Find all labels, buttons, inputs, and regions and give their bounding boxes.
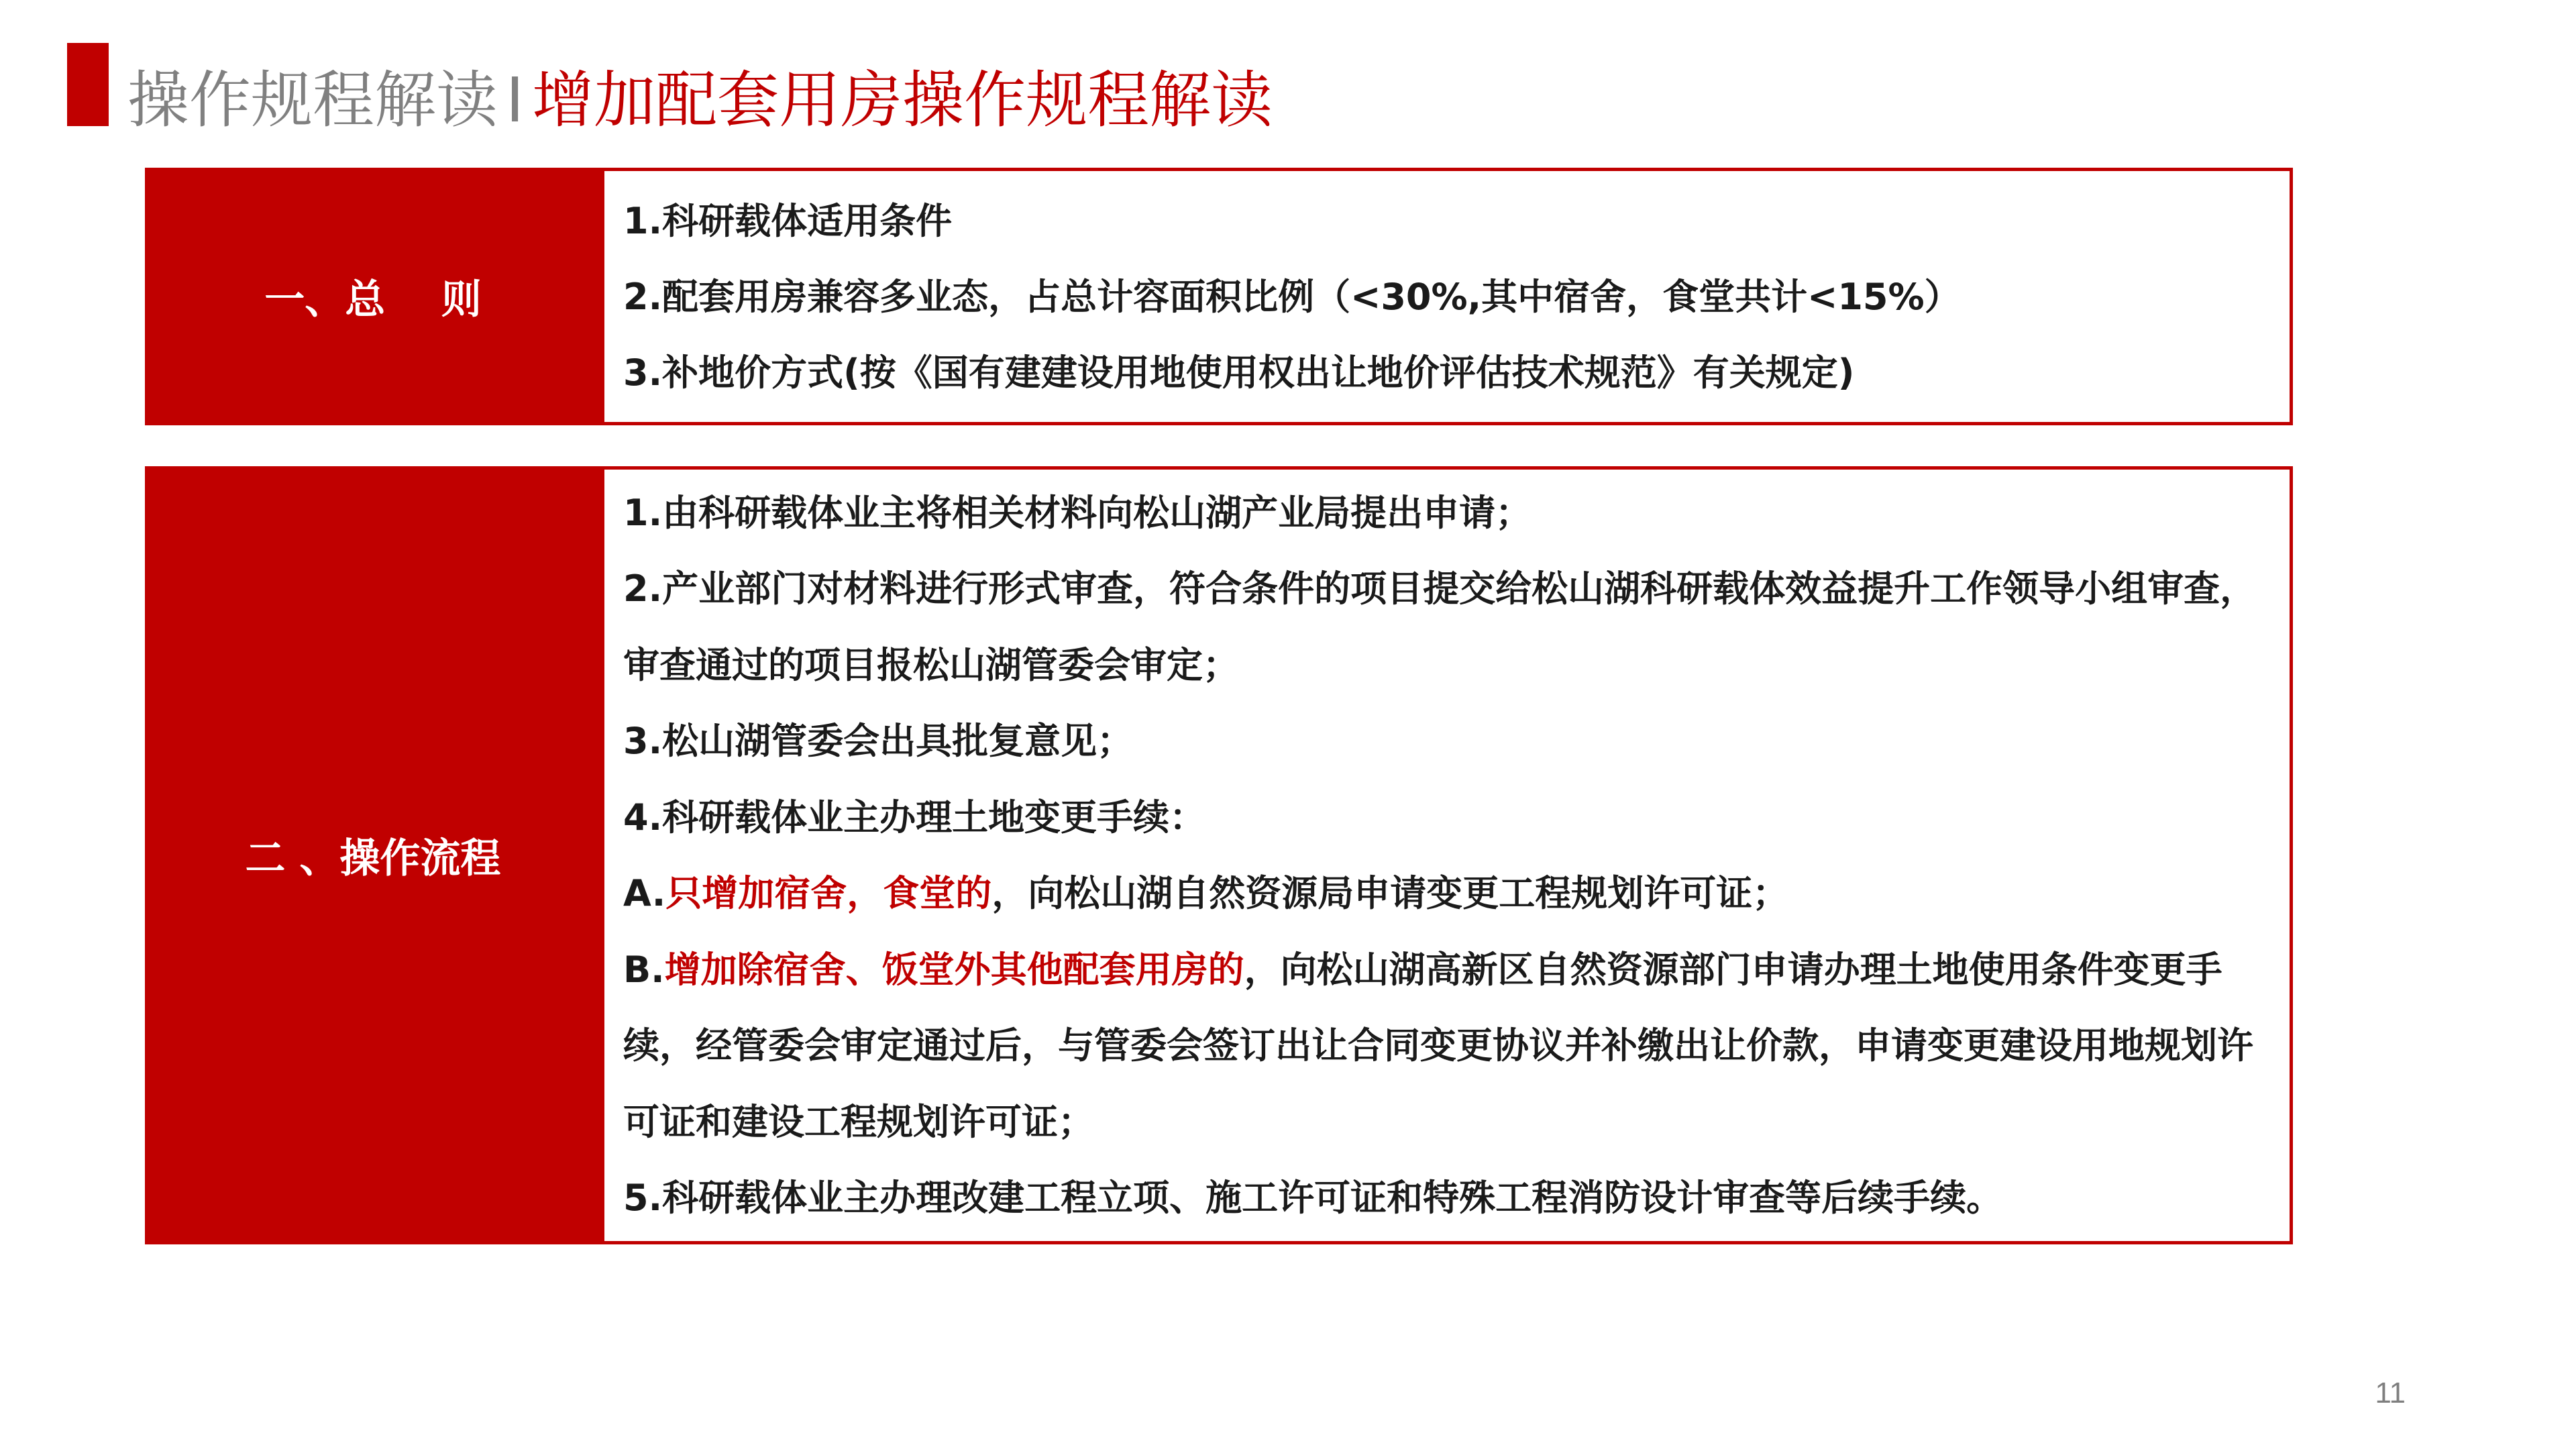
title-separator: I	[506, 64, 525, 136]
section-procedure-body	[601, 466, 2293, 1244]
section-general	[145, 168, 2293, 425]
procedure-step-5: 5.科研载体业主办理改建工程立项、施工许可证和特殊工程消防设计审查等后续手续。	[623, 1177, 2003, 1219]
general-item-3: 3.补地价方式(按《国有建建设用地使用权出让地价评估技术规范》有关规定)	[623, 351, 1855, 394]
procedure-step-4a	[623, 855, 2269, 932]
procedure-step-1: 1.由科研载体业主将相关材料向松山湖产业局提出申请；	[623, 491, 1532, 534]
section-procedure	[145, 466, 2293, 1244]
general-item-1: 1.科研载体适用条件	[623, 199, 953, 242]
section-general-label: 一、总 则	[145, 168, 601, 425]
step-4a-text: ，向松山湖自然资源局申请变更工程规划许可证；	[991, 872, 1789, 914]
procedure-step-4b	[623, 932, 2269, 1161]
procedure-step-2: 2.产业部门对材料进行形式审查，符合条件的项目提交给松山湖科研载体效益提升工作领导小组审查，审查通过的项目报松山湖管委会审定；	[623, 568, 2257, 686]
section-general-body	[601, 168, 2293, 425]
step-4b-prefix: B.	[623, 948, 665, 991]
step-4a-prefix: A.	[623, 872, 666, 914]
step-4a-highlight: 只增加宿舍，食堂的	[665, 872, 992, 914]
section-procedure-label: 二 、操作流程	[145, 466, 601, 1244]
step-4b-highlight: 增加除宿舍、饭堂外其他配套用房的	[664, 948, 1244, 991]
title-accent-bar	[67, 43, 109, 126]
step-4b-text: ，向松山湖高新区自然资源部门申请办理土地使用条件变更手续，经管委会审定通过后，与管委会签订出让合同变更协议并补缴出让价款，申请变更建设用地规划许可证和建设工程规划许可证；	[623, 948, 2253, 1143]
page-title	[127, 59, 1273, 142]
page-number: 11	[2375, 1377, 2406, 1409]
procedure-step-3: 3.松山湖管委会出具批复意见；	[623, 720, 1134, 762]
title-topic: 增加配套用房操作规程解读	[532, 64, 1273, 136]
general-item-2: 2.配套用房兼容多业态，占总计容面积比例（<30%,其中宿舍，食堂共计<15%）	[623, 275, 1961, 318]
title-category: 操作规程解读	[127, 64, 498, 136]
procedure-step-4: 4.科研载体业主办理土地变更手续：	[623, 796, 1206, 839]
